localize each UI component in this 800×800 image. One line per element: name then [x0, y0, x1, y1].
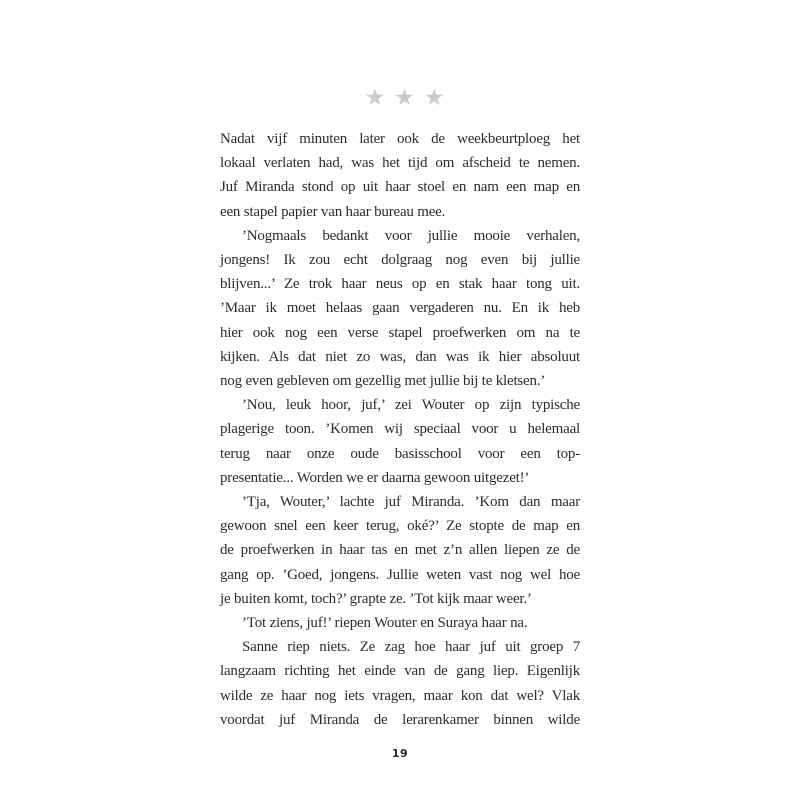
paragraph [220, 611, 580, 635]
text-line: wilde ze haar nog iets vragen, maar kon dat wel? Vlak [220, 687, 580, 704]
text-line: langzaam richting het einde van de gang liep. Eigenlijk [220, 663, 580, 680]
paragraph [220, 127, 580, 224]
text-line: Juf Miranda stond op uit haar stoel en nam een map en [220, 179, 580, 196]
paragraph [220, 224, 580, 393]
paragraph [220, 393, 580, 490]
text-line: presentatie... Worden we er daarna gewoon uitgezet!’ [220, 469, 530, 486]
text-line: ’Tja, Wouter,’ lachte juf Miranda. ’Kom dan maar [242, 494, 580, 511]
text-line: plagerige toon. ’Komen wij speciaal voor u helemaal [220, 421, 580, 438]
star-icon: ★ [394, 85, 424, 110]
star-icon: ★ [423, 85, 454, 110]
section-break-stars [220, 84, 589, 112]
text-line: jongens! Ik zou echt dolgraag nog even bij jullie [220, 252, 580, 269]
text-line: je buiten komt, toch?’ grapte ze. ’Tot kijk maar weer.’ [220, 590, 532, 607]
text-line: Sanne riep niets. Ze zag hoe haar juf uit groep 7 [242, 639, 580, 656]
page-number: 19 [391, 747, 409, 760]
text-line: blijven...’ Ze trok haar neus op en stak haar tong uit. [220, 276, 580, 293]
text-line: ’Nogmaals bedankt voor jullie mooie verhalen, [242, 227, 580, 244]
text-line: nog even gebleven om gezellig met jullie bij te kletsen.’ [220, 373, 546, 390]
text-line: gewoon snel een keer terug, oké?’ Ze stopte de map en [220, 518, 580, 535]
text-line: de proefwerken in haar tas en met z’n allen liepen ze de [220, 542, 580, 559]
text-line: kijken. Als dat niet zo was, dan was ik hier absoluut [220, 348, 580, 365]
text-line: ’Nou, leuk hoor, juf,’ zei Wouter op zijn typische [242, 397, 580, 414]
text-line: terug naar onze oude basisschool voor een top- [220, 445, 580, 462]
text-line: voordat juf Miranda de lerarenkamer binnen wilde [220, 711, 580, 728]
text-line: ’Maar ik moet helaas gaan vergaderen nu. En ik heb [220, 300, 580, 317]
paragraph [220, 490, 580, 611]
star-icon: ★ [364, 85, 395, 110]
body-text [220, 127, 580, 732]
text-line: Nadat vijf minuten later ook de weekbeurtploeg het [220, 131, 580, 147]
paragraph [220, 635, 580, 732]
text-line: lokaal verlaten had, was het tijd om afscheid te nemen. [220, 155, 580, 172]
text-line: een stapel papier van haar bureau mee. [220, 203, 446, 220]
text-line: hier ook nog een verse stapel proefwerken om na te [220, 324, 580, 341]
text-line: ’Tot ziens, juf!’ riepen Wouter en Suraya haar na. [242, 615, 528, 632]
text-line: gang op. ’Goed, jongens. Jullie weten vast nog wel hoe [220, 566, 580, 583]
